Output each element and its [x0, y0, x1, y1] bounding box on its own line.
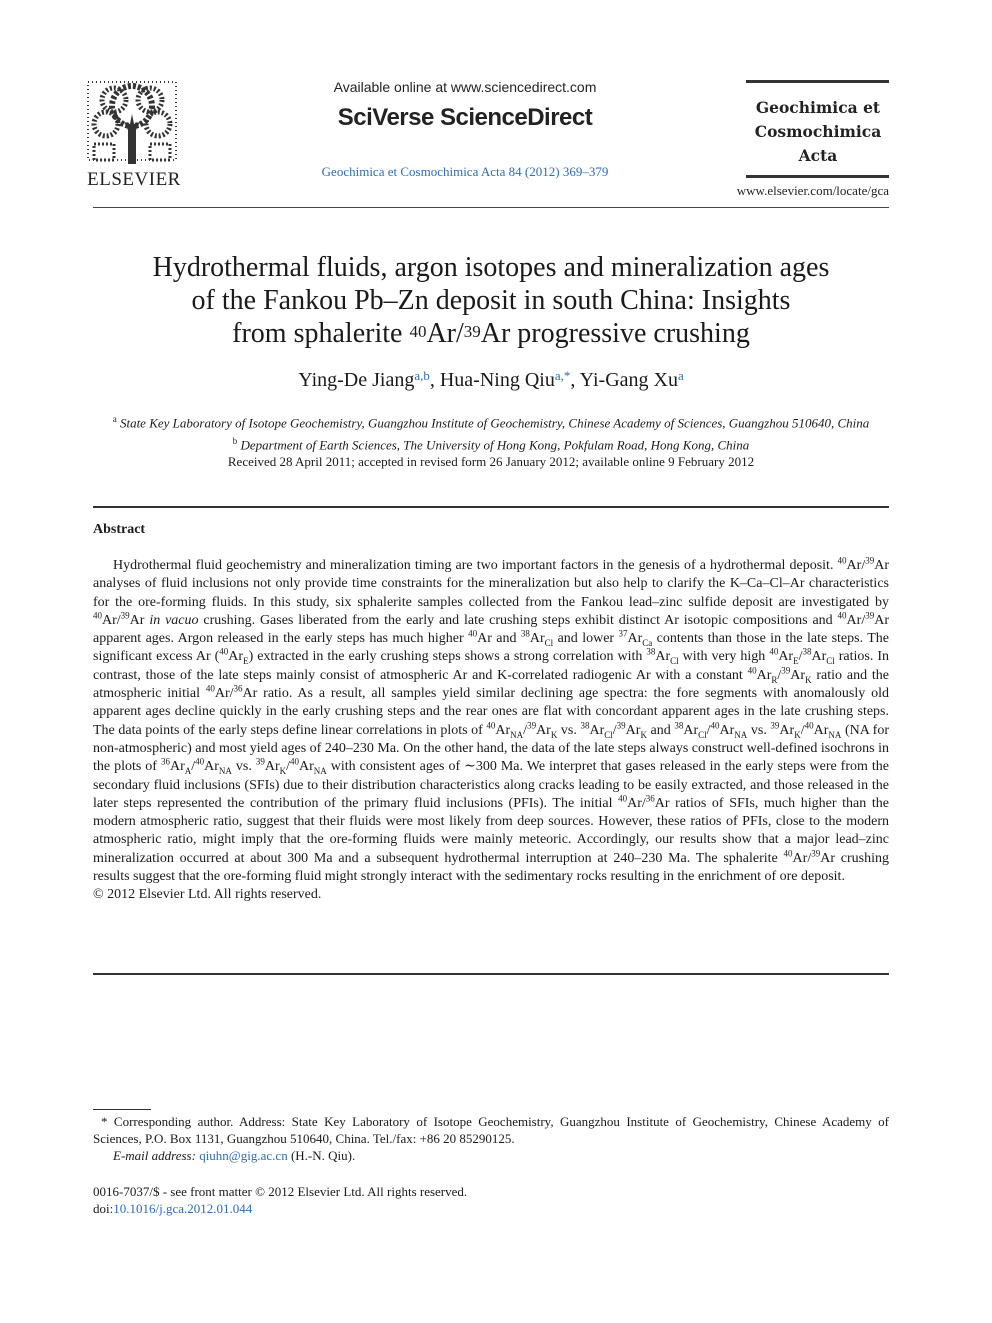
front-matter: [93, 1183, 593, 1217]
corresponding-author-text: * Corresponding author. Address: State Key Laboratory of Isotope Geochemistry, Guangzhou Institute of Geochemistry, Chinese Academy of Sciences, P.O. Box 1131, Guangzhou 510640, China. Tel./fax: +86 20 85290125.: [93, 1114, 889, 1146]
author-separator: ,: [429, 369, 440, 391]
doi-label: doi:: [93, 1201, 114, 1216]
journal-url-link[interactable]: www.elsevier.com/locate/gca: [736, 183, 889, 198]
platform-brand: SciVerse ScienceDirect: [337, 104, 593, 131]
abstract-heading: Abstract: [93, 522, 146, 537]
article-title: [93, 251, 889, 350]
header-divider: [93, 207, 889, 208]
email-owner: (H.-N. Qiu).: [290, 1148, 356, 1163]
journal-title-line: Geochimica et: [755, 98, 881, 117]
email-link[interactable]: qiuhn@gig.ac.cn: [199, 1148, 288, 1163]
elsevier-logo: [84, 78, 184, 190]
title-text: from sphalerite: [232, 318, 410, 349]
title-superscript: 40: [409, 322, 427, 341]
affiliation-mark: b: [232, 436, 238, 447]
author-name[interactable]: Ying-De Jiang: [298, 369, 415, 391]
doi-line: [93, 1200, 593, 1217]
title-superscript: 39: [463, 322, 481, 341]
title-line: of the Fankou Pb–Zn deposit in south China: Insights: [191, 285, 791, 316]
affiliation-text: Department of Earth Sciences, The University of Hong Kong, Pokfulam Road, Hong Kong, China: [240, 437, 750, 453]
affiliation-text: State Key Laboratory of Isotope Geochemistry, Guangzhou Institute of Geochemistry, Chinese Academy of Sciences, Guangzhou 510640, China: [119, 415, 870, 431]
journal-citation-link[interactable]: Geochimica et Cosmochimica Acta 84 (2012) 369–379: [321, 164, 609, 179]
available-online-text: Available online at www.sciencedirect.com: [333, 79, 597, 95]
author-name[interactable]: Hua-Ning Qiu: [439, 369, 555, 391]
affiliation-b: [93, 432, 889, 454]
journal-title-line: Acta: [798, 146, 838, 165]
elsevier-tree-icon: [84, 78, 180, 164]
journal-rule-bottom: [746, 175, 889, 178]
author-list: [93, 369, 889, 392]
abstract-paragraph: Hydrothermal fluid geochemistry and mineralization timing are two important factors in the genesis of a hydrothermal deposit. $^{40}$Ar/$^{39}$Ar analyses of fluid inclusions not only provide time constraints for the mineralization but also help to clarify the K–Ca–Cl–Ar characteristics for the ore-forming fluids. In this study, six sphalerite samples collected from the Fankou lead–zinc sulfide deposit are investigated by $^{40}$Ar/$^{39}$Ar in vacuo crushing. Gases liberated from the early and late crushing steps exhibit distinct Ar isotopic compositions and $^{40}$Ar/$^{39}$Ar apparent ages. Argon released in the early steps has much higher $^{40}$Ar and $^{38}Ar_{Cl}$ and lower $^{37}Ar_{Ca}$ contents than those in the late steps. The significant excess Ar $(^{40}Ar_E)$ extracted in the early crushing steps shows a strong correlation with $^{38}Ar_{Cl}$ with very high $^{40}Ar_E/^{38}Ar_{Cl}$ ratios. In contrast, those of the late steps mainly consist of atmospheric Ar and K-correlated radiogenic Ar with a constant $^{40}Ar_R/^{39}Ar_K$ ratio and the atmospheric initial $^{40}$Ar/$^{36}$Ar ratio. As a result, all samples yield similar declining age spectra: the fore segments with anomalously old apparent ages decline quickly in the early crushing steps and the rear ones are flat with concordant apparent ages in the late crushing steps. The data points of the early steps define linear correlations in plots of $^{40}Ar_{NA}/^{39}Ar_K$ vs. $^{38}Ar_{Cl}/^{39}Ar_K$ and $^{38}Ar_{Cl}/^{40}Ar_{NA}$ vs. $^{39}Ar_K/^{40}Ar_{NA}$ (NA for non-atmospheric) and most yield ages of 240–230 Ma. On the other hand, the data of the late steps always construct well-defined isochrons in the plots of $^{36}Ar_A/^{40}Ar_{NA}$ vs. $^{39}Ar_K/^{40}Ar_{NA}$ with consistent ages of ∼300 Ma. We interpret that gases released in the early steps were from the secondary fluid inclusions (SFIs) due to their distribution characteristics along cracks leading to be easily extracted, and those released in the later steps represented the contribution of the primary fluid inclusions (PFIs). The initial $^{40}$Ar/$^{36}$Ar ratios of SFIs, much higher than the modern atmospheric ratio, suggest that their fluids were most likely from deep sources. However, these ratios of PFIs, close to the modern atmospheric ratio, might imply that the ore-forming fluids were mainly meteoric. Accordingly, our results show that a major lead–zinc mineralization occurred at about 300 Ma and a subsequent hydrothermal interruption at 240–230 Ma. The sphalerite $^{40}$Ar/$^{39}$Ar crushing results suggest that the ore-forming fluid might strongly interact with the sedimentary rocks resulting in the enrichment of ore deposit.: [93, 555, 890, 885]
affiliation-a: [93, 410, 889, 432]
affiliation-mark: a: [112, 414, 117, 424]
received-dates: Received 28 April 2011; accepted in revised form 26 January 2012; available online 9 February 2012: [227, 454, 755, 469]
author-separator: ,: [570, 369, 580, 391]
journal-title: [744, 96, 892, 168]
author-name[interactable]: Yi-Gang Xu: [579, 369, 678, 391]
doi-link[interactable]: 10.1016/j.gca.2012.01.044: [113, 1201, 253, 1216]
issn-line: 0016-7037/$ - see front matter © 2012 Elsevier Ltd. All rights reserved.: [93, 1184, 468, 1199]
author-affiliation-mark[interactable]: a,*: [554, 368, 571, 383]
footnote-rule: [93, 1109, 151, 1110]
journal-title-line: Cosmochimica: [754, 122, 882, 141]
email-label: E-mail address:: [113, 1148, 196, 1163]
author-affiliation-mark[interactable]: a,b: [414, 368, 430, 383]
journal-rule-top: [746, 80, 889, 83]
title-text: Ar/: [426, 318, 464, 349]
abstract-bottom-rule: [93, 973, 889, 975]
title-line: Hydrothermal fluids, argon isotopes and mineralization ages: [152, 252, 830, 283]
publisher-name: ELSEVIER: [87, 169, 181, 190]
abstract-top-rule: [93, 506, 889, 508]
email-line: [93, 1147, 889, 1164]
title-text: Ar progressive crushing: [480, 318, 750, 349]
author-affiliation-mark[interactable]: a: [677, 368, 684, 383]
title-line: [93, 317, 889, 350]
abstract-body: [93, 557, 889, 905]
affiliations: [93, 410, 889, 455]
abstract-copyright: © 2012 Elsevier Ltd. All rights reserved.: [93, 887, 322, 903]
corresponding-author-footnote: [93, 1113, 889, 1164]
